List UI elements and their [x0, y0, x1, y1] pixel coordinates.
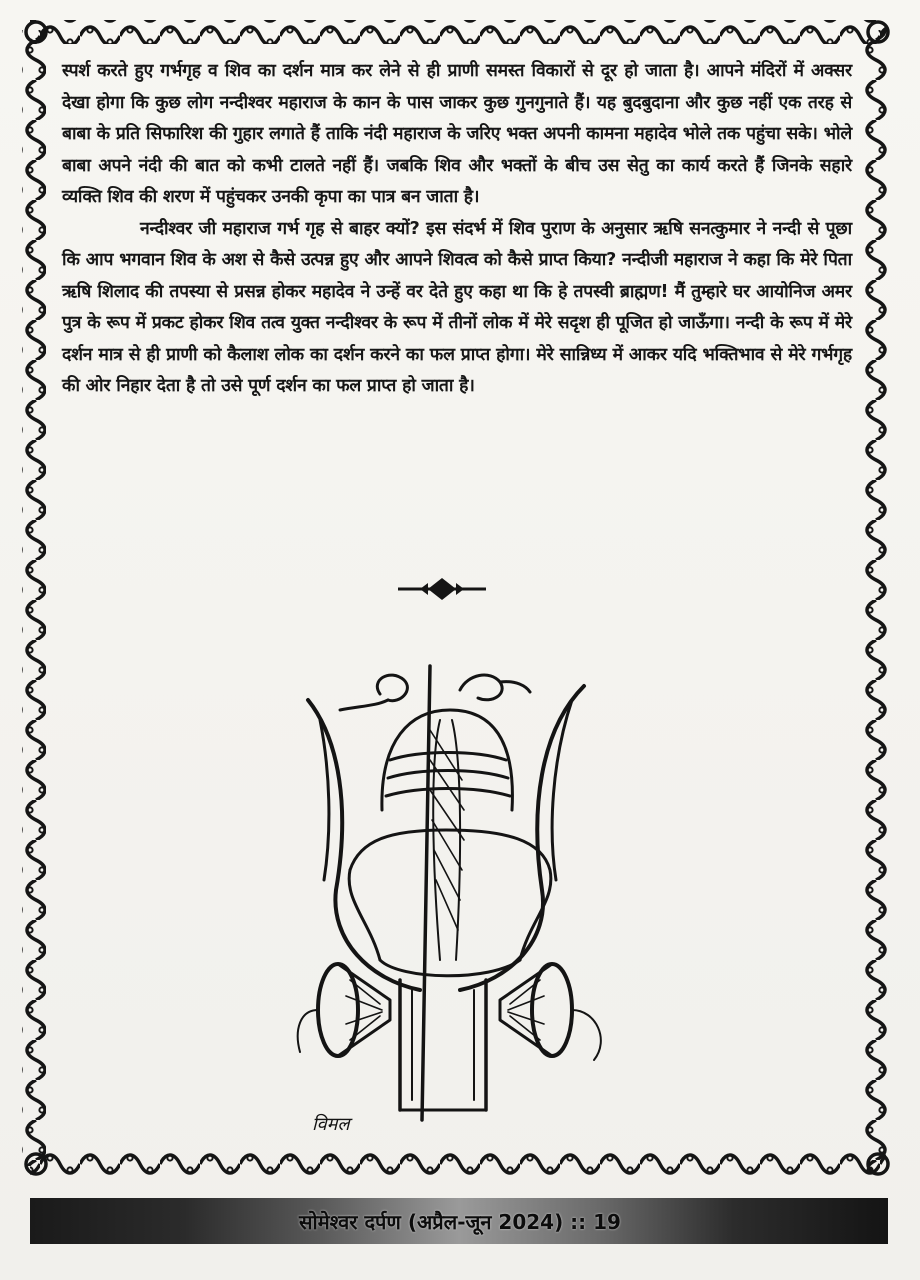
- footer-title: सोमेश्वर दर्पण (अप्रैल-जून 2024) :: 19: [299, 1209, 621, 1234]
- article-body: [62, 56, 852, 403]
- border-top: [30, 20, 886, 44]
- artist-signature: विमल: [312, 1114, 350, 1135]
- shivling-illustration: [280, 660, 620, 1140]
- border-left: [22, 30, 46, 1166]
- separator-ornament: [398, 576, 486, 602]
- paragraph-2: नन्दीश्वर जी महाराज गर्भ गृह से बाहर क्यों? इस संदर्भ में शिव पुराण के अनुसार ऋषि सनत्कुमार ने नन्दी से पूछा कि आप भगवान शिव के अश से कैसे उत्पन्न हुए और आपने शिवत्व को कैसे प्राप्त किया? नन्दीजी महाराज ने कहा कि मेरे पिता ऋषि शिलाद की तपस्या से प्रसन्न होकर महादेव ने उन्हें वर देते हुए कहा था कि हे तपस्वी ब्राह्मण! मैं तुम्हारे घर आयोनिज अमर पुत्र के रूप में प्रकट होकर शिव तत्व युक्त नन्दीश्वर के रूप में तीनों लोक में मेरे सदृश ही पूजित हो जाऊँगा। नन्दी के रूप में मेरे दर्शन मात्र से ही प्राणी को कैलाश लोक का दर्शन करने का फल प्राप्त होगा। मेरे सान्निध्य में आकर यदि भक्तिभाव से मेरे गर्भगृह की ओर निहार देता है तो उसे पूर्ण दर्शन का फल प्राप्त हो जाता है।: [62, 218, 852, 396]
- border-right: [864, 30, 888, 1166]
- border-bottom: [30, 1152, 886, 1176]
- paragraph-1: स्पर्श करते हुए गर्भगृह व शिव का दर्शन मात्र कर लेने से ही प्राणी समस्त विकारों से दूर हो जाता है। आपने मंदिरों में अक्सर देखा होगा कि कुछ लोग नन्दीश्वर महाराज के कान के पास जाकर कुछ गुनगुनाते हैं। यह बुदबुदाना और कुछ नहीं एक तरह से बाबा के प्रति सिफारिश की गुहार लगाते हैं ताकि नंदी महाराज के जरिए भक्त अपनी कामना महादेव भोले तक पहुंचा सके। भोले बाबा अपने नंदी की बात को कभी टालते नहीं हैं। जबकि शिव और भक्तों के बीच उस सेतु का कार्य करते हैं जिनके सहारे व्यक्ति शिव की शरण में पहुंचकर उनकी कृपा का पात्र बन जाता है।: [62, 61, 852, 207]
